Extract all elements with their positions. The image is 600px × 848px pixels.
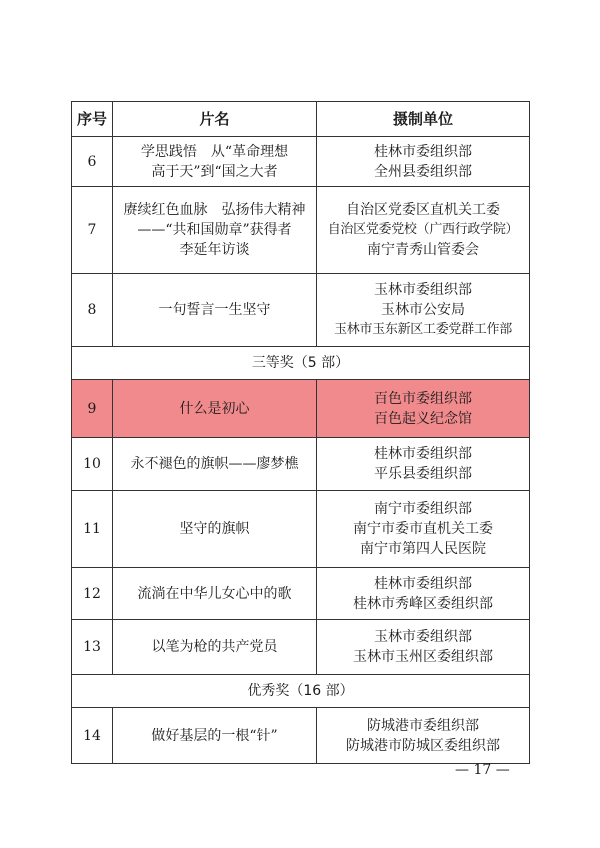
title-line: 高于天”到“国之大者 (151, 163, 278, 180)
header-row (72, 102, 530, 137)
row-producer (317, 274, 530, 347)
row-title (113, 568, 317, 620)
producer-line: 桂林市秀峰区委组织部 (353, 595, 493, 612)
row-title (113, 274, 317, 347)
table-row (72, 438, 530, 491)
producer-line: 南宁市第四人民医院 (360, 541, 486, 557)
table-row (72, 568, 530, 620)
row-title (113, 491, 317, 568)
header-number: 序号 (72, 102, 113, 137)
title-line: 赓续红色血脉 弘扬伟大精神 (123, 202, 306, 218)
producer-line: 桂林市委组织部 (374, 446, 472, 462)
producer-line: 玉林市委组织部 (374, 282, 472, 298)
producer-line: 百色市委组织部 (374, 390, 472, 407)
row-producer (317, 438, 530, 491)
title-line: 流淌在中华儿女心中的歌 (137, 585, 292, 602)
title-line: ——“共和国勋章”获得者 (137, 222, 292, 238)
producer-line: 防城港市防城区委组织部 (346, 737, 500, 754)
row-producer (317, 187, 530, 274)
table-row (72, 708, 530, 764)
header-producer: 摄制单位 (317, 102, 530, 137)
table-row (72, 274, 530, 347)
row-title (113, 708, 317, 764)
row-number: 11 (72, 491, 113, 568)
table-row-highlighted (72, 380, 530, 438)
page-number: — 17 — (455, 762, 510, 778)
producer-line: 防城港市委组织部 (367, 717, 479, 734)
title-line: 以笔为枪的共产党员 (151, 639, 278, 655)
producer-line: 玉林市公安局 (381, 302, 465, 318)
producer-line: 自治区党委党校（广西行政学院） (327, 222, 519, 237)
title-line: 李延年访谈 (179, 242, 250, 258)
row-producer (317, 568, 530, 620)
producer-line: 桂林市委组织部 (374, 143, 472, 160)
table-row (72, 620, 530, 675)
producer-line: 全州县委组织部 (374, 163, 472, 180)
row-title (113, 620, 317, 675)
producer-line: 平乐县委组织部 (374, 466, 472, 482)
title-line: 什么是初心 (179, 400, 250, 417)
row-title (113, 187, 317, 274)
header-title: 片名 (113, 102, 317, 137)
row-title (113, 380, 317, 438)
row-number: 14 (72, 708, 113, 764)
section-row (72, 347, 530, 380)
producer-line: 自治区党委区直机关工委 (346, 202, 500, 218)
row-producer (317, 137, 530, 187)
row-title (113, 137, 317, 187)
section-excellent-prize: 优秀奖（16 部） (72, 675, 530, 708)
row-number: 12 (72, 568, 113, 620)
producer-line: 桂林市委组织部 (374, 575, 472, 592)
producer-line: 南宁市委组织部 (374, 501, 472, 517)
title-line: 坚守的旗帜 (179, 521, 250, 537)
row-producer (317, 380, 530, 438)
table-row (72, 491, 530, 568)
producer-line: 玉林市玉州区委组织部 (353, 649, 493, 665)
row-number: 9 (72, 380, 113, 438)
row-producer (317, 491, 530, 568)
table-row (72, 187, 530, 274)
title-line: 学思践悟 从“革命理想 (140, 143, 289, 160)
section-third-prize: 三等奖（5 部） (72, 347, 530, 380)
table-row (72, 137, 530, 187)
row-number: 8 (72, 274, 113, 347)
producer-line: 玉林市委组织部 (374, 629, 472, 645)
row-number: 13 (72, 620, 113, 675)
title-line: 永不褪色的旗帜——廖梦樵 (130, 456, 299, 472)
producer-line: 百色起义纪念馆 (374, 410, 472, 427)
producer-line: 南宁市委市直机关工委 (353, 521, 493, 537)
title-line: 做好基层的一根“针” (151, 727, 278, 744)
section-row (72, 675, 530, 708)
row-number: 6 (72, 137, 113, 187)
producer-line: 南宁青秀山管委会 (367, 242, 479, 258)
award-table (71, 101, 530, 764)
producer-line: 玉林市玉东新区工委党群工作部 (334, 322, 512, 337)
row-producer (317, 620, 530, 675)
title-line: 一句誓言一生坚守 (158, 302, 271, 318)
row-number: 7 (72, 187, 113, 274)
row-title (113, 438, 317, 491)
row-producer (317, 708, 530, 764)
row-number: 10 (72, 438, 113, 491)
